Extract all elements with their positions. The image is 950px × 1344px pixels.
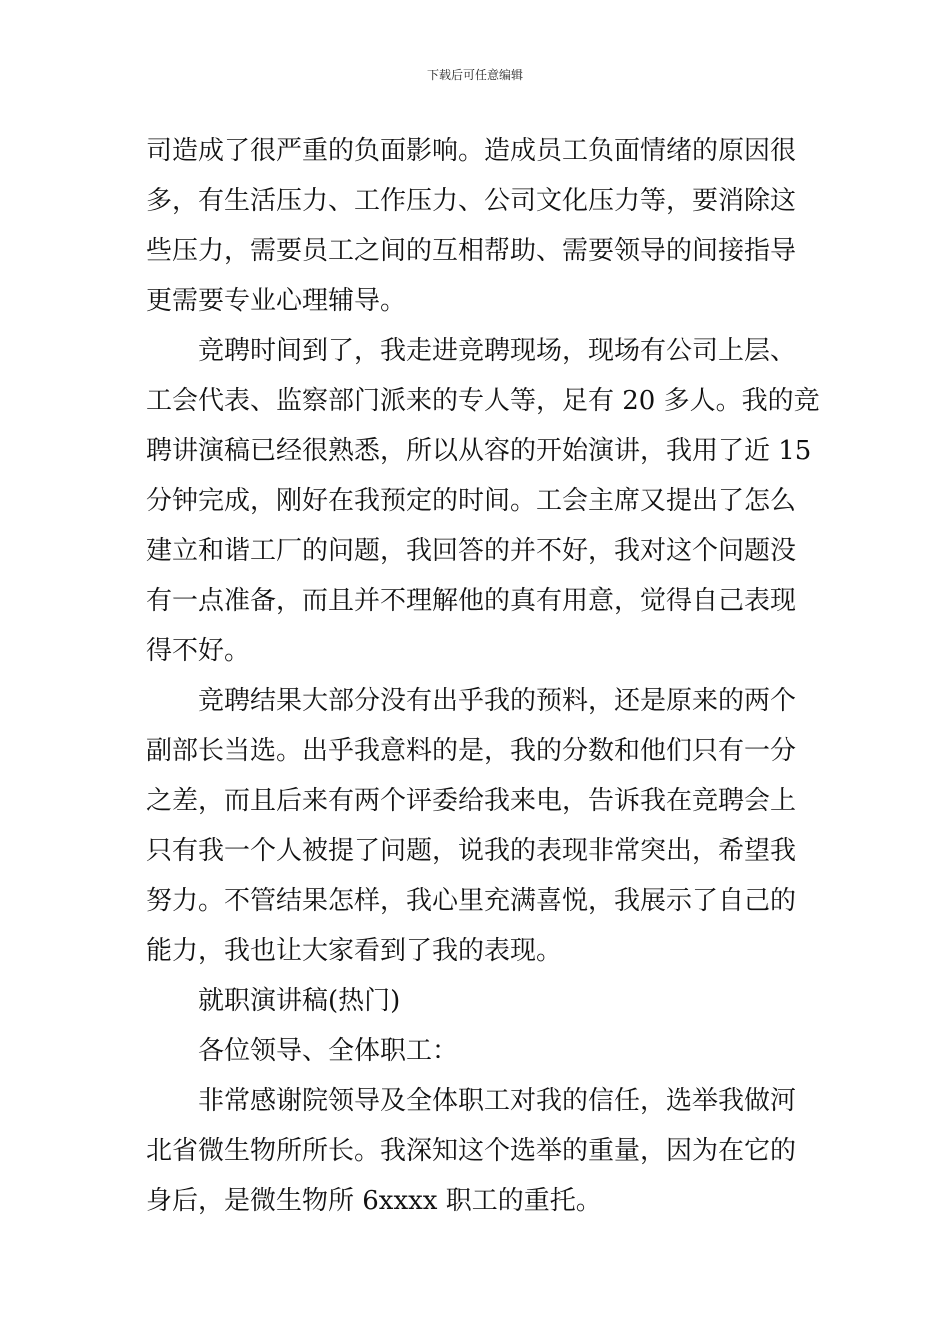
text-line: 之差，而且后来有两个评委给我来电，告诉我在竞聘会上 <box>146 786 797 816</box>
text-line: 非常感谢院领导及全体职工对我的信任，选举我做河 <box>198 1086 797 1116</box>
text-line: 分钟完成，刚好在我预定的时间。工会主席又提出了怎么 <box>146 486 797 516</box>
text-line: 得不好。 <box>146 636 251 666</box>
text-line: 竞聘结果大部分没有出乎我的预料，还是原来的两个 <box>198 686 797 716</box>
text-line: 身后，是微生物所 6xxxx 职工的重托。 <box>146 1186 602 1216</box>
section-heading: 就职演讲稿(热门) <box>198 986 401 1016</box>
text-line: 更需要专业心理辅导。 <box>146 286 407 316</box>
document-body <box>146 126 820 1226</box>
text-line: 有一点准备，而且并不理解他的真有用意，觉得自己表现 <box>146 586 797 616</box>
text-line: 建立和谐工厂的问题，我回答的并不好，我对这个问题没 <box>146 536 797 566</box>
text-line: 副部长当选。出乎我意料的是，我的分数和他们只有一分 <box>146 736 797 766</box>
text-line: 司造成了很严重的负面影响。造成员工负面情绪的原因很 <box>146 136 797 166</box>
text-line: 聘讲演稿已经很熟悉，所以从容的开始演讲，我用了近 15 <box>146 436 812 466</box>
text-line: 竞聘时间到了，我走进竞聘现场，现场有公司上层、 <box>198 336 797 366</box>
text-line: 努力。不管结果怎样，我心里充满喜悦，我展示了自己的 <box>146 886 797 916</box>
salutation: 各位领导、全体职工： <box>198 1036 459 1066</box>
text-line: 多，有生活压力、工作压力、公司文化压力等，要消除这 <box>146 186 797 216</box>
text-line: 北省微生物所所长。我深知这个选举的重量，因为在它的 <box>146 1136 797 1166</box>
header-note: 下载后可任意编辑 <box>426 68 523 82</box>
text-line: 只有我一个人被提了问题，说我的表现非常突出，希望我 <box>146 836 797 866</box>
text-line: 工会代表、监察部门派来的专人等，足有 20 多人。我的竞 <box>146 386 820 416</box>
text-line: 能力，我也让大家看到了我的表现。 <box>146 936 563 966</box>
text-line: 些压力，需要员工之间的互相帮助、需要领导的间接指导 <box>146 236 797 266</box>
